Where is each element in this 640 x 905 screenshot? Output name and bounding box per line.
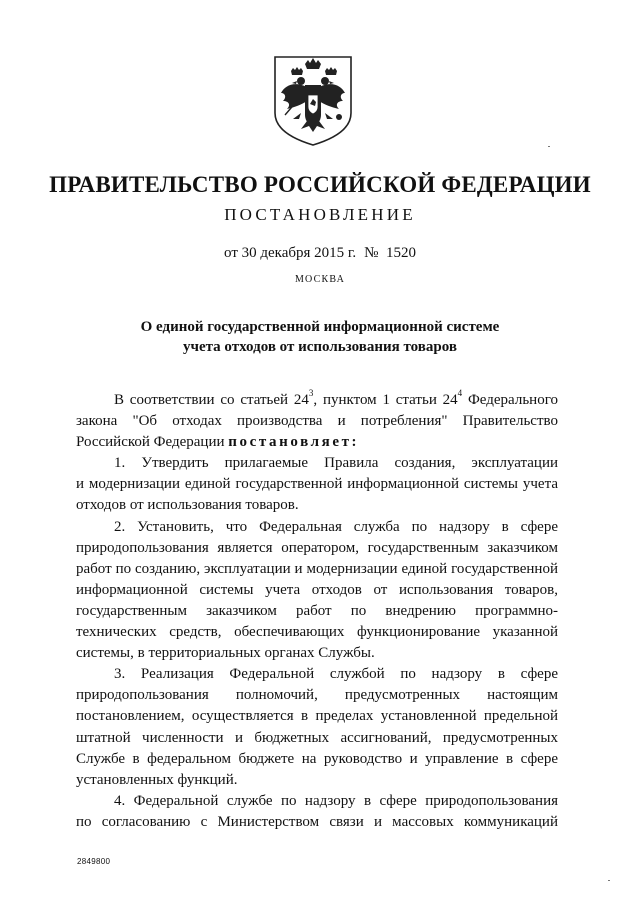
preamble-paragraph — [76, 390, 558, 453]
text-line: постановлением, осуществляется в пределах установленной предельной — [76, 708, 558, 725]
text-line: технических средств, обеспечивающих функционирование указанной — [76, 624, 558, 641]
paragraph-4 — [76, 791, 558, 833]
scan-speck — [608, 880, 610, 881]
text-line: закона "Об отходах производства и потребления" Правительство — [76, 413, 558, 430]
text-line: Службе в федеральном бюджете на руководство и управление в сфере — [76, 750, 558, 767]
text-line: штатной численности и бюджетных ассигнований, предусмотренных — [76, 729, 558, 746]
text-line: 4. Федеральной службе по надзору в сфере природопользования — [114, 792, 558, 809]
subject-line: учета отходов от использования товаров — [183, 339, 457, 355]
government-title: ПРАВИТЕЛЬСТВО РОССИЙСКОЙ ФЕДЕРАЦИИ — [49, 172, 591, 197]
paragraph-1 — [76, 453, 558, 516]
text-line: природопользования полномочий, предусмотренных настоящим — [76, 687, 558, 704]
document-number: 1520 — [385, 245, 416, 261]
superscript: 3 — [308, 388, 314, 398]
date-number-line — [0, 243, 640, 263]
city: МОСКВА — [294, 274, 346, 285]
document-date: от 30 декабря 2015 г. — [224, 245, 357, 261]
text-line: системы, в территориальных органах Службы. — [76, 645, 375, 662]
text-line: и модернизации единой государственной информационной системы учета — [76, 476, 558, 493]
document-subject — [0, 317, 640, 357]
text-line — [76, 432, 558, 453]
text-line: 2. Установить, что Федеральная служба по надзору в сфере — [114, 518, 558, 535]
resolution-keyword: постановляет: — [228, 434, 360, 451]
document-body — [76, 390, 558, 833]
text-line: государственным заказчиком работ по внедрению программно- — [76, 602, 558, 619]
document-code: 2849800 — [77, 857, 111, 866]
text-line: отходов от использования товаров. — [76, 497, 299, 514]
coat-of-arms-icon — [271, 55, 355, 147]
text-fragment: В соответствии со статьей 24 — [114, 392, 309, 408]
text-line: 3. Реализация Федеральной службой по надзору в сфере — [114, 666, 558, 683]
superscript: 4 — [457, 388, 463, 398]
text-fragment: Федерального — [462, 392, 558, 408]
subject-line: О единой государственной информационной системе — [140, 319, 500, 335]
document-type: ПОСТАНОВЛЕНИЕ — [224, 205, 416, 224]
number-sign: № — [364, 245, 379, 261]
text-line: 1. Утвердить прилагаемые Правила создания, эксплуатации — [114, 455, 558, 472]
text-fragment: Российской Федерации — [76, 434, 229, 451]
text-line: по согласованию с Министерством связи и массовых коммуникаций — [76, 813, 558, 830]
paragraph-2 — [76, 517, 558, 665]
text-line: природопользования является оператором, государственным заказчиком — [76, 539, 558, 556]
text-line: работ по созданию, эксплуатации и модернизации единой государственной — [76, 560, 558, 577]
text-fragment: , пунктом 1 статьи 24 — [313, 392, 458, 408]
text-line: установленных функций. — [76, 771, 238, 788]
text-line: информационной системы учета отходов от использования товаров, — [76, 581, 558, 598]
text-line — [76, 390, 558, 411]
scan-speck — [548, 146, 550, 147]
paragraph-3 — [76, 664, 558, 791]
